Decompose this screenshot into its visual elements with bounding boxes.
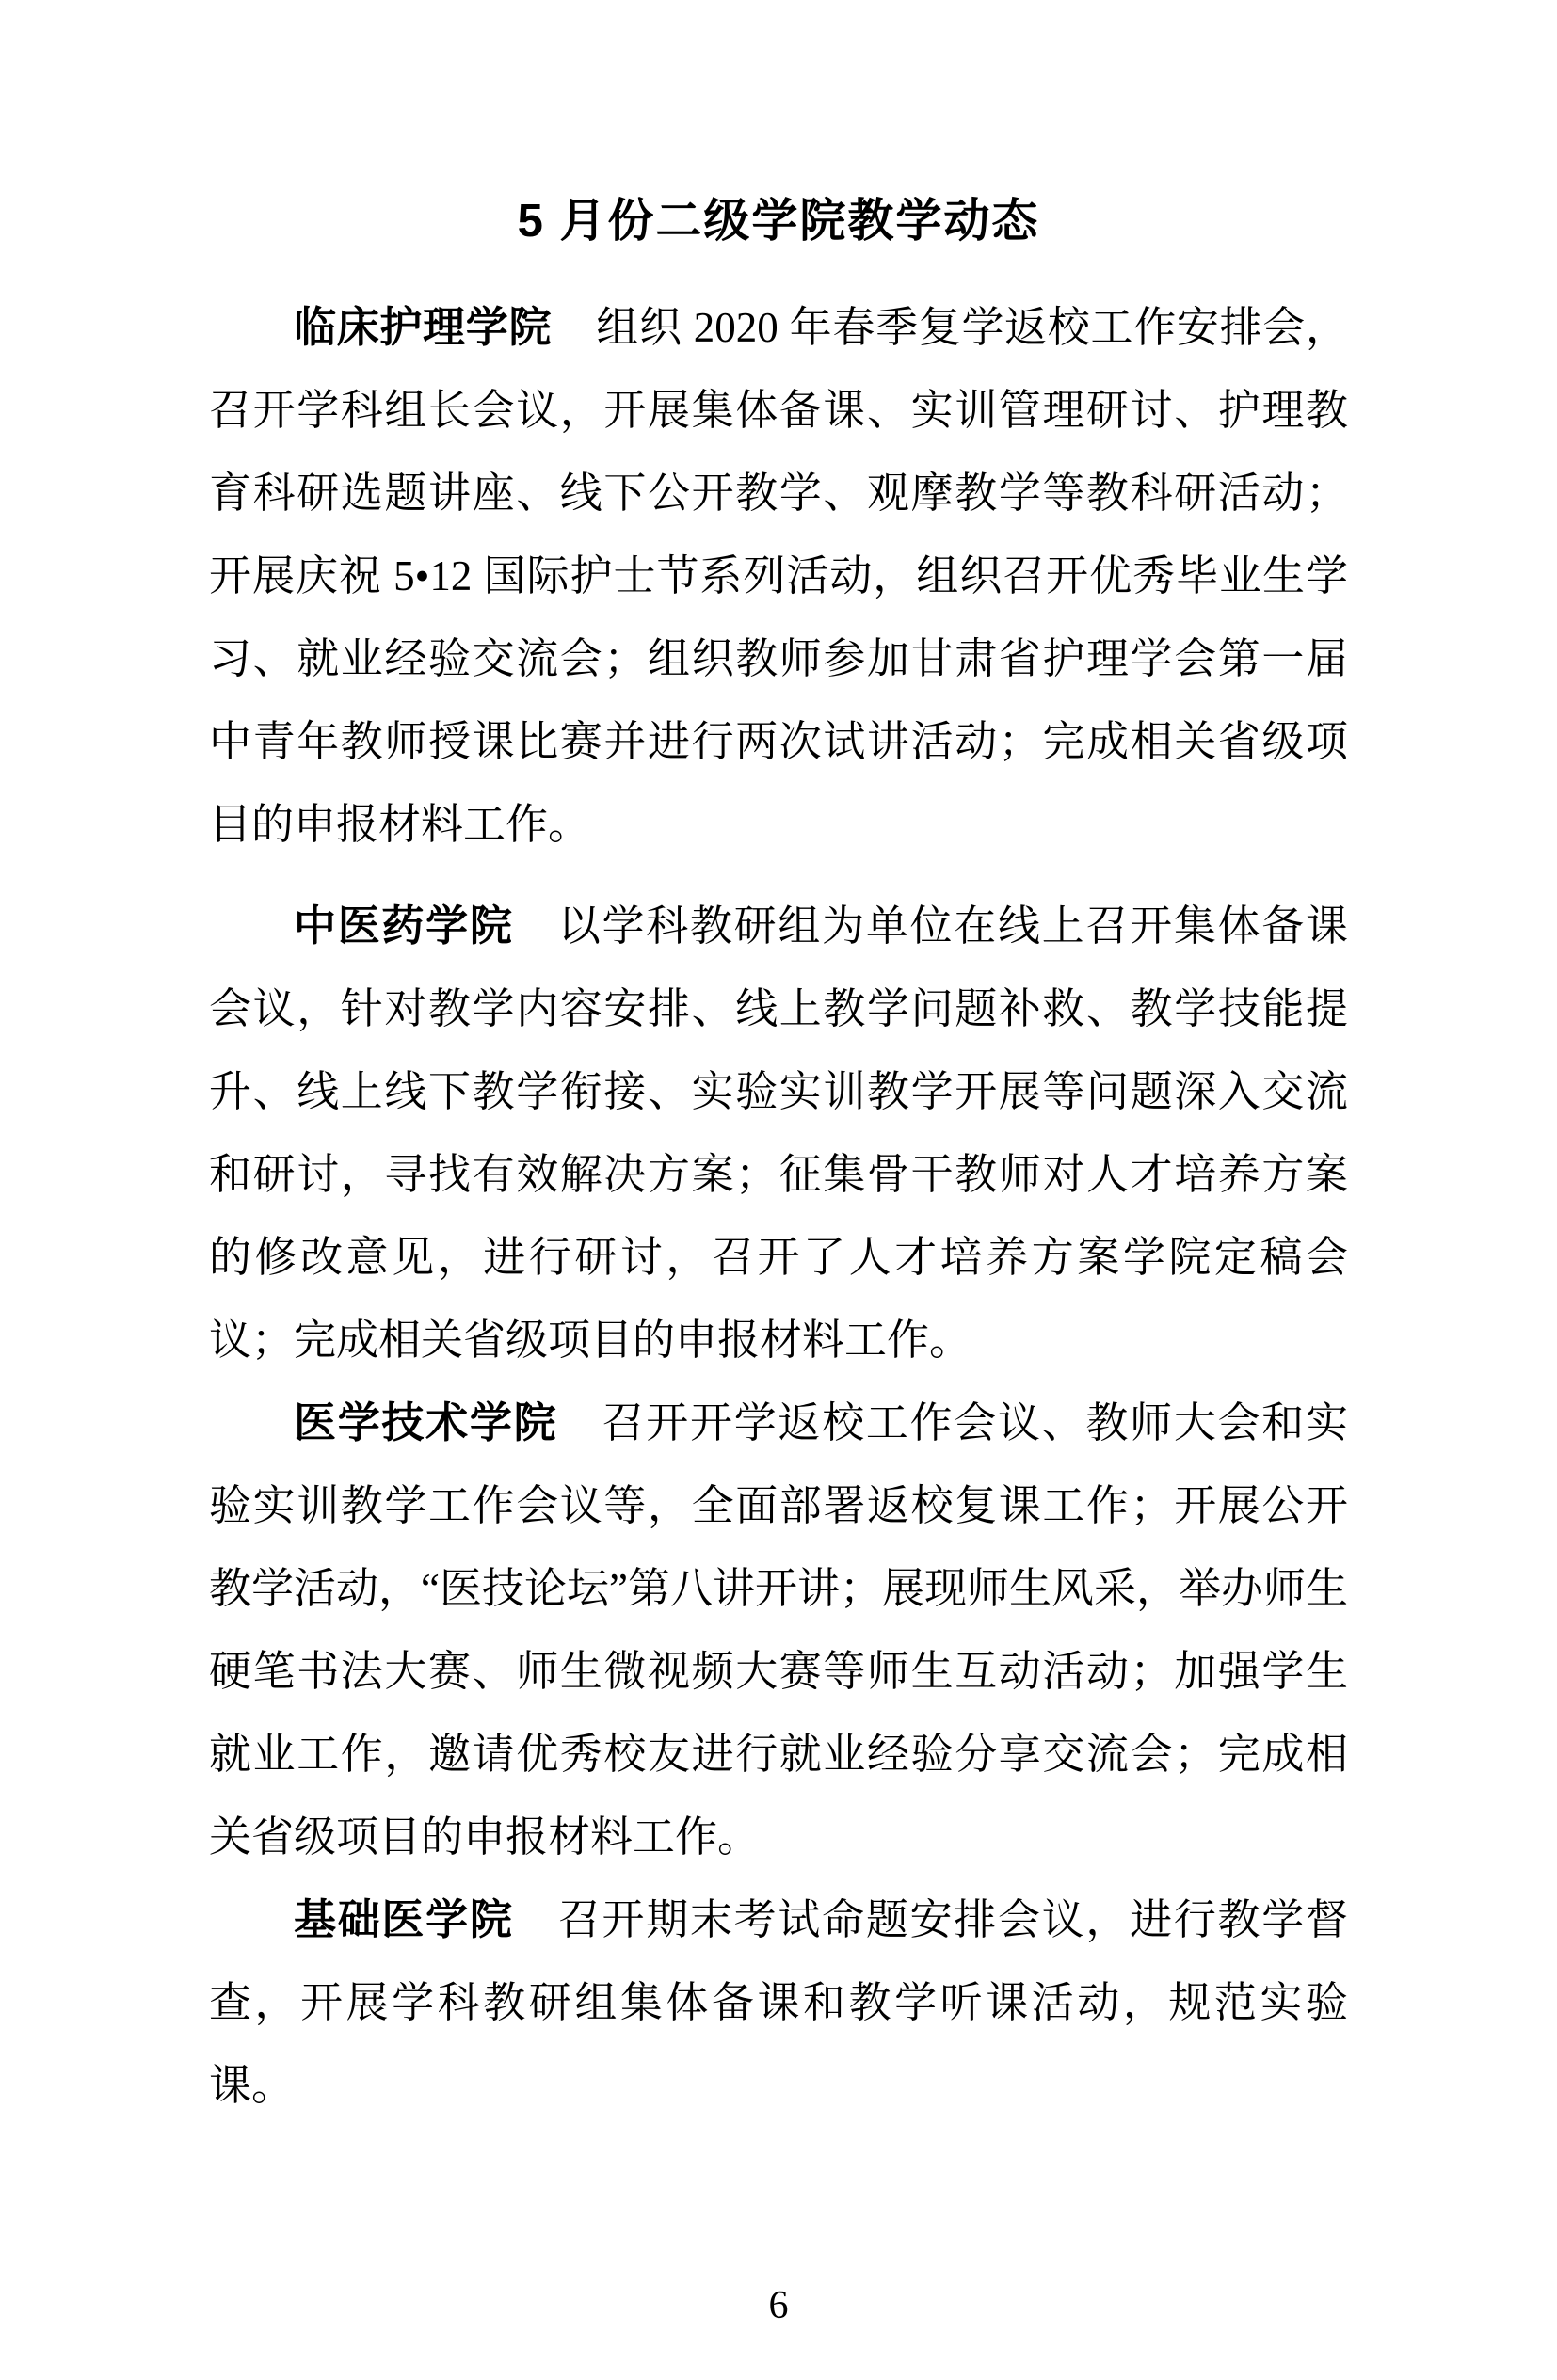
paragraph <box>209 1382 1348 1878</box>
college-name: 医学技术学院 <box>294 1398 558 1446</box>
college-name: 临床护理学院 <box>294 303 553 351</box>
paragraphs <box>209 286 1348 2127</box>
paragraph-text: 以学科教研组为单位在线上召开集体备课会议，针对教学内容安排、线上教学问题补救、教学技能提升、线上线下教学衔接、实验实训教学开展等问题深入交流和研讨，寻找有效解决方案；征集骨干教师对人才培养方案的修改意见，进行研讨，召开了人才培养方案学院定稿会议；完成相关省级项目的申报材料工作。 <box>209 902 1348 1364</box>
paragraph-text: 召开期末考试命题安排会议，进行教学督查，开展学科教研组集体备课和教学听课活动，规范实验课。 <box>209 1896 1348 2109</box>
paragraph <box>209 286 1348 866</box>
paragraph <box>209 1878 1348 2127</box>
document-page <box>0 179 1557 2380</box>
college-name: 基础医学院 <box>294 1895 514 1943</box>
college-name: 中医药学院 <box>294 902 514 950</box>
paragraph-text: 组织 2020 年春季复学返校工作安排会，召开学科组长会议，开展集体备课、实训管理研讨、护理教育科研选题讲座、线下公开教学、观摩教学等教科研活动；开展庆祝 5•12 国际护士节系列活动，组织召开优秀毕业生学习、就业经验交流会；组织教师参加甘肃省护理学会第一届中青年教师授课比赛并进行两次试讲活动；完成相关省级项目的申报材料工作。 <box>209 304 1348 848</box>
page-title: 5 月份二级学院教学动态 <box>517 196 1040 247</box>
paragraph-text: 召开开学返校工作会议、教师大会和实验实训教学工作会议等，全面部署返校复课工作；开展公开教学活动，“医技论坛”第八讲开讲；展现师生风采，举办师生硬笔书法大赛、师生微视频大赛等师生互动活动；加强学生就业工作，邀请优秀校友进行就业经验分享交流会；完成相关省级项目的申报材料工作。 <box>209 1399 1348 1861</box>
page-footer <box>0 2286 1557 2325</box>
paragraph <box>209 885 1348 1382</box>
page-number: 6 <box>768 2284 789 2327</box>
